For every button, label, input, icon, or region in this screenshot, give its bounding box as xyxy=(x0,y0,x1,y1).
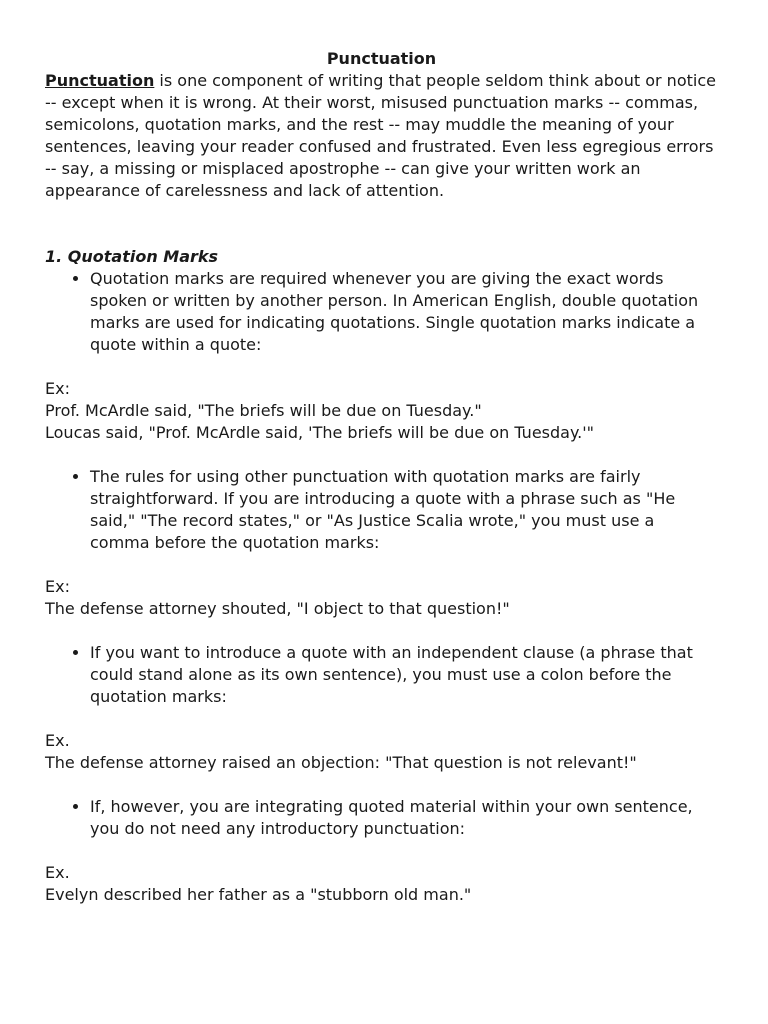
intro-text: is one component of writing that people seldom think about or notice -- except when it is wrong. At their worst, misused punctuation marks -- commas, semicolons, quotation marks, and the rest -- may muddle the meaning of your sentences, leaving your reader confused and frustrated. Even less egregious errors -- say, a missing or misplaced apostrophe -- can give your written work an appearance of carelessness and lack of attention. xyxy=(45,71,716,200)
example-label: Ex: xyxy=(45,379,70,398)
intro-term: Punctuation xyxy=(45,71,155,90)
example-line: The defense attorney shouted, "I object to that question!" xyxy=(45,599,510,618)
bullet-list xyxy=(45,466,718,554)
section-heading-quotation-marks: 1. Quotation Marks xyxy=(45,247,219,266)
intro-paragraph xyxy=(45,70,718,202)
example-block-1 xyxy=(45,378,718,444)
page-title: Punctuation xyxy=(326,49,437,68)
example-line: Evelyn described her father as a "stubborn old man." xyxy=(45,885,472,904)
bullet-list xyxy=(45,796,718,840)
example-block-3 xyxy=(45,730,718,774)
example-label: Ex. xyxy=(45,863,70,882)
rule-bullet-4: • If, however, you are integrating quoted material within your own sentence, you do not need any introductory punctuation: xyxy=(90,796,718,840)
example-block-2 xyxy=(45,576,718,620)
rule-block-2 xyxy=(45,466,718,620)
example-label: Ex: xyxy=(45,577,70,596)
example-label: Ex. xyxy=(45,731,70,750)
rule-block-3 xyxy=(45,642,718,774)
rule-block-1 xyxy=(45,268,718,444)
example-block-4 xyxy=(45,862,718,906)
example-line: Loucas said, "Prof. McArdle said, 'The briefs will be due on Tuesday.'" xyxy=(45,423,594,442)
rule-bullet-1: • Quotation marks are required whenever you are giving the exact words spoken or written by another person. In American English, double quotation marks are used for indicating quotations. Single quotation marks indicate a quote within a quote: xyxy=(90,268,718,356)
rule-bullet-3: • If you want to introduce a quote with an independent clause (a phrase that could stand alone as its own sentence), you must use a colon before the quotation marks: xyxy=(90,642,718,708)
rule-block-4 xyxy=(45,796,718,906)
rule-bullet-2: • The rules for using other punctuation with quotation marks are fairly straightforward. If you are introducing a quote with a phrase such as "He said," "The record states," or "As Justice Scalia wrote," you must use a comma before the quotation marks: xyxy=(90,466,718,554)
bullet-list xyxy=(45,642,718,708)
example-line: Prof. McArdle said, "The briefs will be due on Tuesday." xyxy=(45,401,482,420)
example-line: The defense attorney raised an objection: "That question is not relevant!" xyxy=(45,753,637,772)
bullet-list xyxy=(45,268,718,356)
